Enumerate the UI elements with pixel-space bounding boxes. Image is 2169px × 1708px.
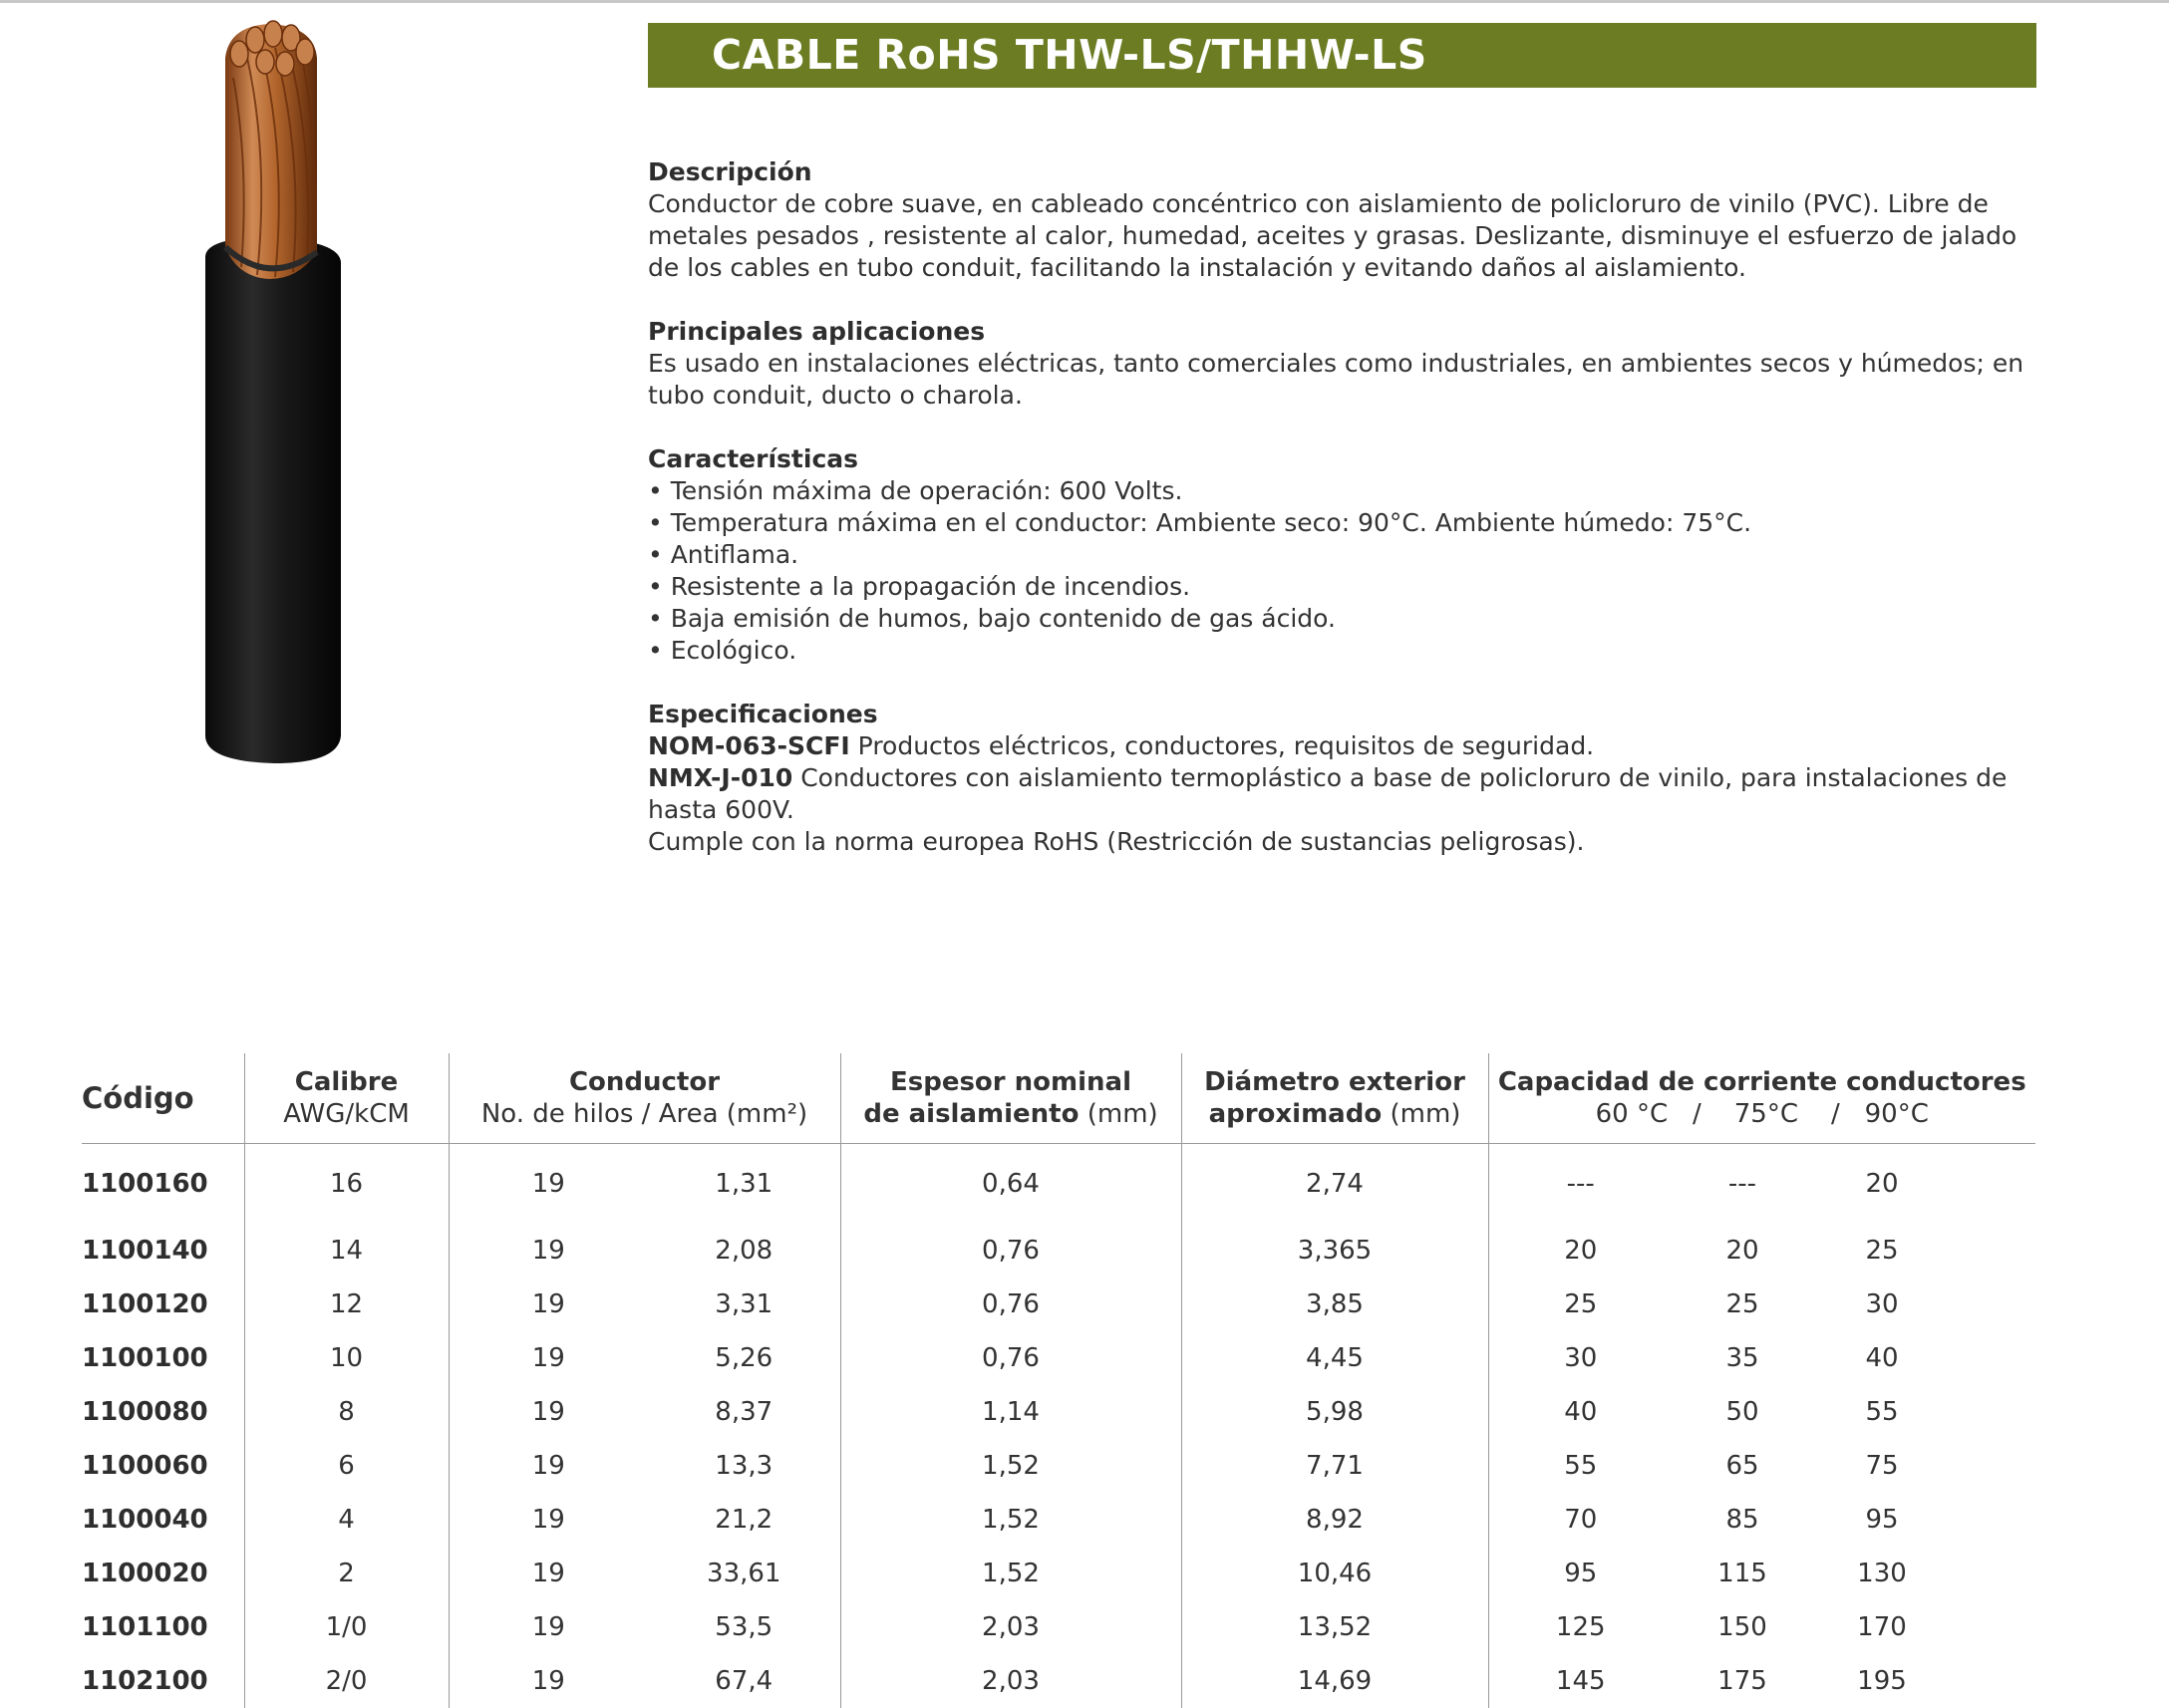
cell-c60: --- [1488,1144,1673,1225]
nom-code: NOM-063-SCFI [648,731,850,760]
cell-c75: 150 [1673,1600,1812,1654]
cell-strands: 19 [449,1385,648,1439]
cell-c60: 40 [1488,1385,1673,1439]
cell-gauge: 14 [244,1224,449,1278]
table-row [82,1439,2035,1493]
header-insulation: Espesor nominal de aislamiento (mm) [840,1053,1181,1144]
cell-strands: 19 [449,1144,648,1225]
title-banner [648,23,2036,88]
cell-c60: 20 [1488,1224,1673,1278]
cell-c75: 35 [1673,1331,1812,1385]
table-row [82,1600,2035,1654]
spec-table [82,1053,2035,1708]
header-conductor: Conductor No. de hilos / Area (mm²) [449,1053,840,1144]
nom-spec [648,730,2043,762]
cell-c75: 85 [1673,1493,1812,1547]
cell-code: 1100100 [82,1331,244,1385]
features-heading: Características [648,443,2043,475]
cell-gauge: 1/0 [244,1600,449,1654]
description-section [648,156,2043,284]
nom-text: Productos eléctricos, conductores, requisitos de seguridad. [850,731,1594,760]
cell-insulation: 0,76 [840,1224,1181,1278]
description-block [648,156,2043,890]
cell-code: 1101100 [82,1600,244,1654]
table-header-row [82,1053,2035,1144]
cell-c90: 40 [1812,1331,1952,1385]
cell-gauge: 2 [244,1547,449,1600]
description-text: Conductor de cobre suave, en cableado concéntrico con aislamiento de policloruro de vinilo (PVC). Libre de metales pesados , resistente al calor, humedad, aceites y grasas. Deslizante, disminuye el esfuerzo de jalado de los cables en tubo conduit, facilitando la instalación y evitando daños al aislamiento. [648,188,2043,284]
cell-c90: 195 [1812,1654,1952,1708]
cell-area: 13,3 [648,1439,840,1493]
cell-strands: 19 [449,1600,648,1654]
cell-area: 2,08 [648,1224,840,1278]
cell-strands: 19 [449,1224,648,1278]
cell-gauge: 2/0 [244,1654,449,1708]
specifications-section [648,699,2043,858]
description-heading: Descripción [648,156,2043,188]
cell-insulation: 2,03 [840,1600,1181,1654]
cell-c90: 75 [1812,1439,1952,1493]
cell-insulation: 1,52 [840,1439,1181,1493]
cell-c60: 25 [1488,1278,1673,1331]
cell-c90: 20 [1812,1144,1952,1225]
cell-insulation: 1,52 [840,1493,1181,1547]
table-row [82,1547,2035,1600]
applications-heading: Principales aplicaciones [648,316,2043,348]
cell-padding [1952,1654,2035,1708]
header-code: Código [82,1053,244,1144]
cell-strands: 19 [449,1331,648,1385]
cell-insulation: 0,76 [840,1331,1181,1385]
cell-c60: 70 [1488,1493,1673,1547]
cell-c90: 170 [1812,1600,1952,1654]
cell-strands: 19 [449,1439,648,1493]
rohs-text: Cumple con la norma europea RoHS (Restricción de sustancias peligrosas). [648,826,2043,858]
table-body [82,1144,2035,1708]
cell-c75: --- [1673,1144,1812,1225]
cable-illustration [189,18,369,765]
cell-c90: 130 [1812,1547,1952,1600]
cell-insulation: 1,14 [840,1385,1181,1439]
cell-c60: 145 [1488,1654,1673,1708]
cell-padding [1952,1224,2035,1278]
cell-c90: 55 [1812,1385,1952,1439]
header-diameter: Diámetro exterior aproximado (mm) [1181,1053,1488,1144]
cell-padding [1952,1493,2035,1547]
table-row [82,1331,2035,1385]
cell-area: 1,31 [648,1144,840,1225]
table-row [82,1385,2035,1439]
cell-code: 1100140 [82,1224,244,1278]
cell-insulation: 0,64 [840,1144,1181,1225]
cell-area: 33,61 [648,1547,840,1600]
cell-gauge: 12 [244,1278,449,1331]
cell-diameter: 5,98 [1181,1385,1488,1439]
cell-insulation: 0,76 [840,1278,1181,1331]
top-border [0,0,2169,3]
cell-code: 1100020 [82,1547,244,1600]
cell-code: 1100060 [82,1439,244,1493]
cell-code: 1100160 [82,1144,244,1225]
cell-padding [1952,1144,2035,1225]
cell-c60: 55 [1488,1439,1673,1493]
cell-insulation: 2,03 [840,1654,1181,1708]
cell-c75: 175 [1673,1654,1812,1708]
cell-gauge: 10 [244,1331,449,1385]
cell-padding [1952,1600,2035,1654]
header-capacity: Capacidad de corriente conductores 60 °C / 75°C / 90°C [1488,1053,2035,1144]
specifications-heading: Especificaciones [648,699,2043,730]
nmx-spec [648,762,2043,826]
cell-diameter: 14,69 [1181,1654,1488,1708]
table-row [82,1144,2035,1225]
page-title: CABLE RoHS THW-LS/THHW-LS [712,31,1427,79]
cell-area: 3,31 [648,1278,840,1331]
cell-c75: 115 [1673,1547,1812,1600]
feature-item: • Antiflama. [648,539,2043,571]
cell-c60: 95 [1488,1547,1673,1600]
table-row [82,1278,2035,1331]
cell-code: 1100040 [82,1493,244,1547]
table-row [82,1224,2035,1278]
cell-padding [1952,1331,2035,1385]
cell-diameter: 2,74 [1181,1144,1488,1225]
cell-code: 1100120 [82,1278,244,1331]
cell-diameter: 13,52 [1181,1600,1488,1654]
feature-item: • Resistente a la propagación de incendios. [648,571,2043,603]
cell-area: 53,5 [648,1600,840,1654]
cell-strands: 19 [449,1654,648,1708]
nmx-text: Conductores con aislamiento termoplástico a base de policloruro de vinilo, para instalaciones de hasta 600V. [648,763,2007,824]
cell-area: 21,2 [648,1493,840,1547]
cell-area: 8,37 [648,1385,840,1439]
cell-code: 1100080 [82,1385,244,1439]
cell-padding [1952,1547,2035,1600]
header-gauge: Calibre AWG/kCM [244,1053,449,1144]
table-row [82,1493,2035,1547]
cell-c75: 65 [1673,1439,1812,1493]
cell-diameter: 10,46 [1181,1547,1488,1600]
cell-padding [1952,1278,2035,1331]
cell-diameter: 3,85 [1181,1278,1488,1331]
cell-gauge: 4 [244,1493,449,1547]
cell-code: 1102100 [82,1654,244,1708]
cell-insulation: 1,52 [840,1547,1181,1600]
features-list [648,475,2043,667]
cell-strands: 19 [449,1547,648,1600]
feature-item: • Tensión máxima de operación: 600 Volts. [648,475,2043,507]
cell-c90: 95 [1812,1493,1952,1547]
cell-c90: 25 [1812,1224,1952,1278]
nmx-code: NMX-J-010 [648,763,792,792]
feature-item: • Temperatura máxima en el conductor: Ambiente seco: 90°C. Ambiente húmedo: 75°C. [648,507,2043,539]
cell-c90: 30 [1812,1278,1952,1331]
cell-diameter: 4,45 [1181,1331,1488,1385]
cell-diameter: 3,365 [1181,1224,1488,1278]
cell-padding [1952,1439,2035,1493]
cell-strands: 19 [449,1278,648,1331]
feature-item: • Baja emisión de humos, bajo contenido de gas ácido. [648,603,2043,635]
cell-c75: 25 [1673,1278,1812,1331]
cell-c60: 30 [1488,1331,1673,1385]
cell-gauge: 8 [244,1385,449,1439]
cell-diameter: 7,71 [1181,1439,1488,1493]
cell-gauge: 16 [244,1144,449,1225]
cell-c75: 20 [1673,1224,1812,1278]
applications-section [648,316,2043,412]
cell-gauge: 6 [244,1439,449,1493]
cell-c60: 125 [1488,1600,1673,1654]
table-row [82,1654,2035,1708]
cell-padding [1952,1385,2035,1439]
features-section [648,443,2043,667]
cell-c75: 50 [1673,1385,1812,1439]
feature-item: • Ecológico. [648,635,2043,667]
cell-diameter: 8,92 [1181,1493,1488,1547]
cell-area: 67,4 [648,1654,840,1708]
cell-strands: 19 [449,1493,648,1547]
cell-area: 5,26 [648,1331,840,1385]
applications-text: Es usado en instalaciones eléctricas, tanto comerciales como industriales, en ambientes secos y húmedos; en tubo conduit, ducto o charola. [648,348,2043,412]
